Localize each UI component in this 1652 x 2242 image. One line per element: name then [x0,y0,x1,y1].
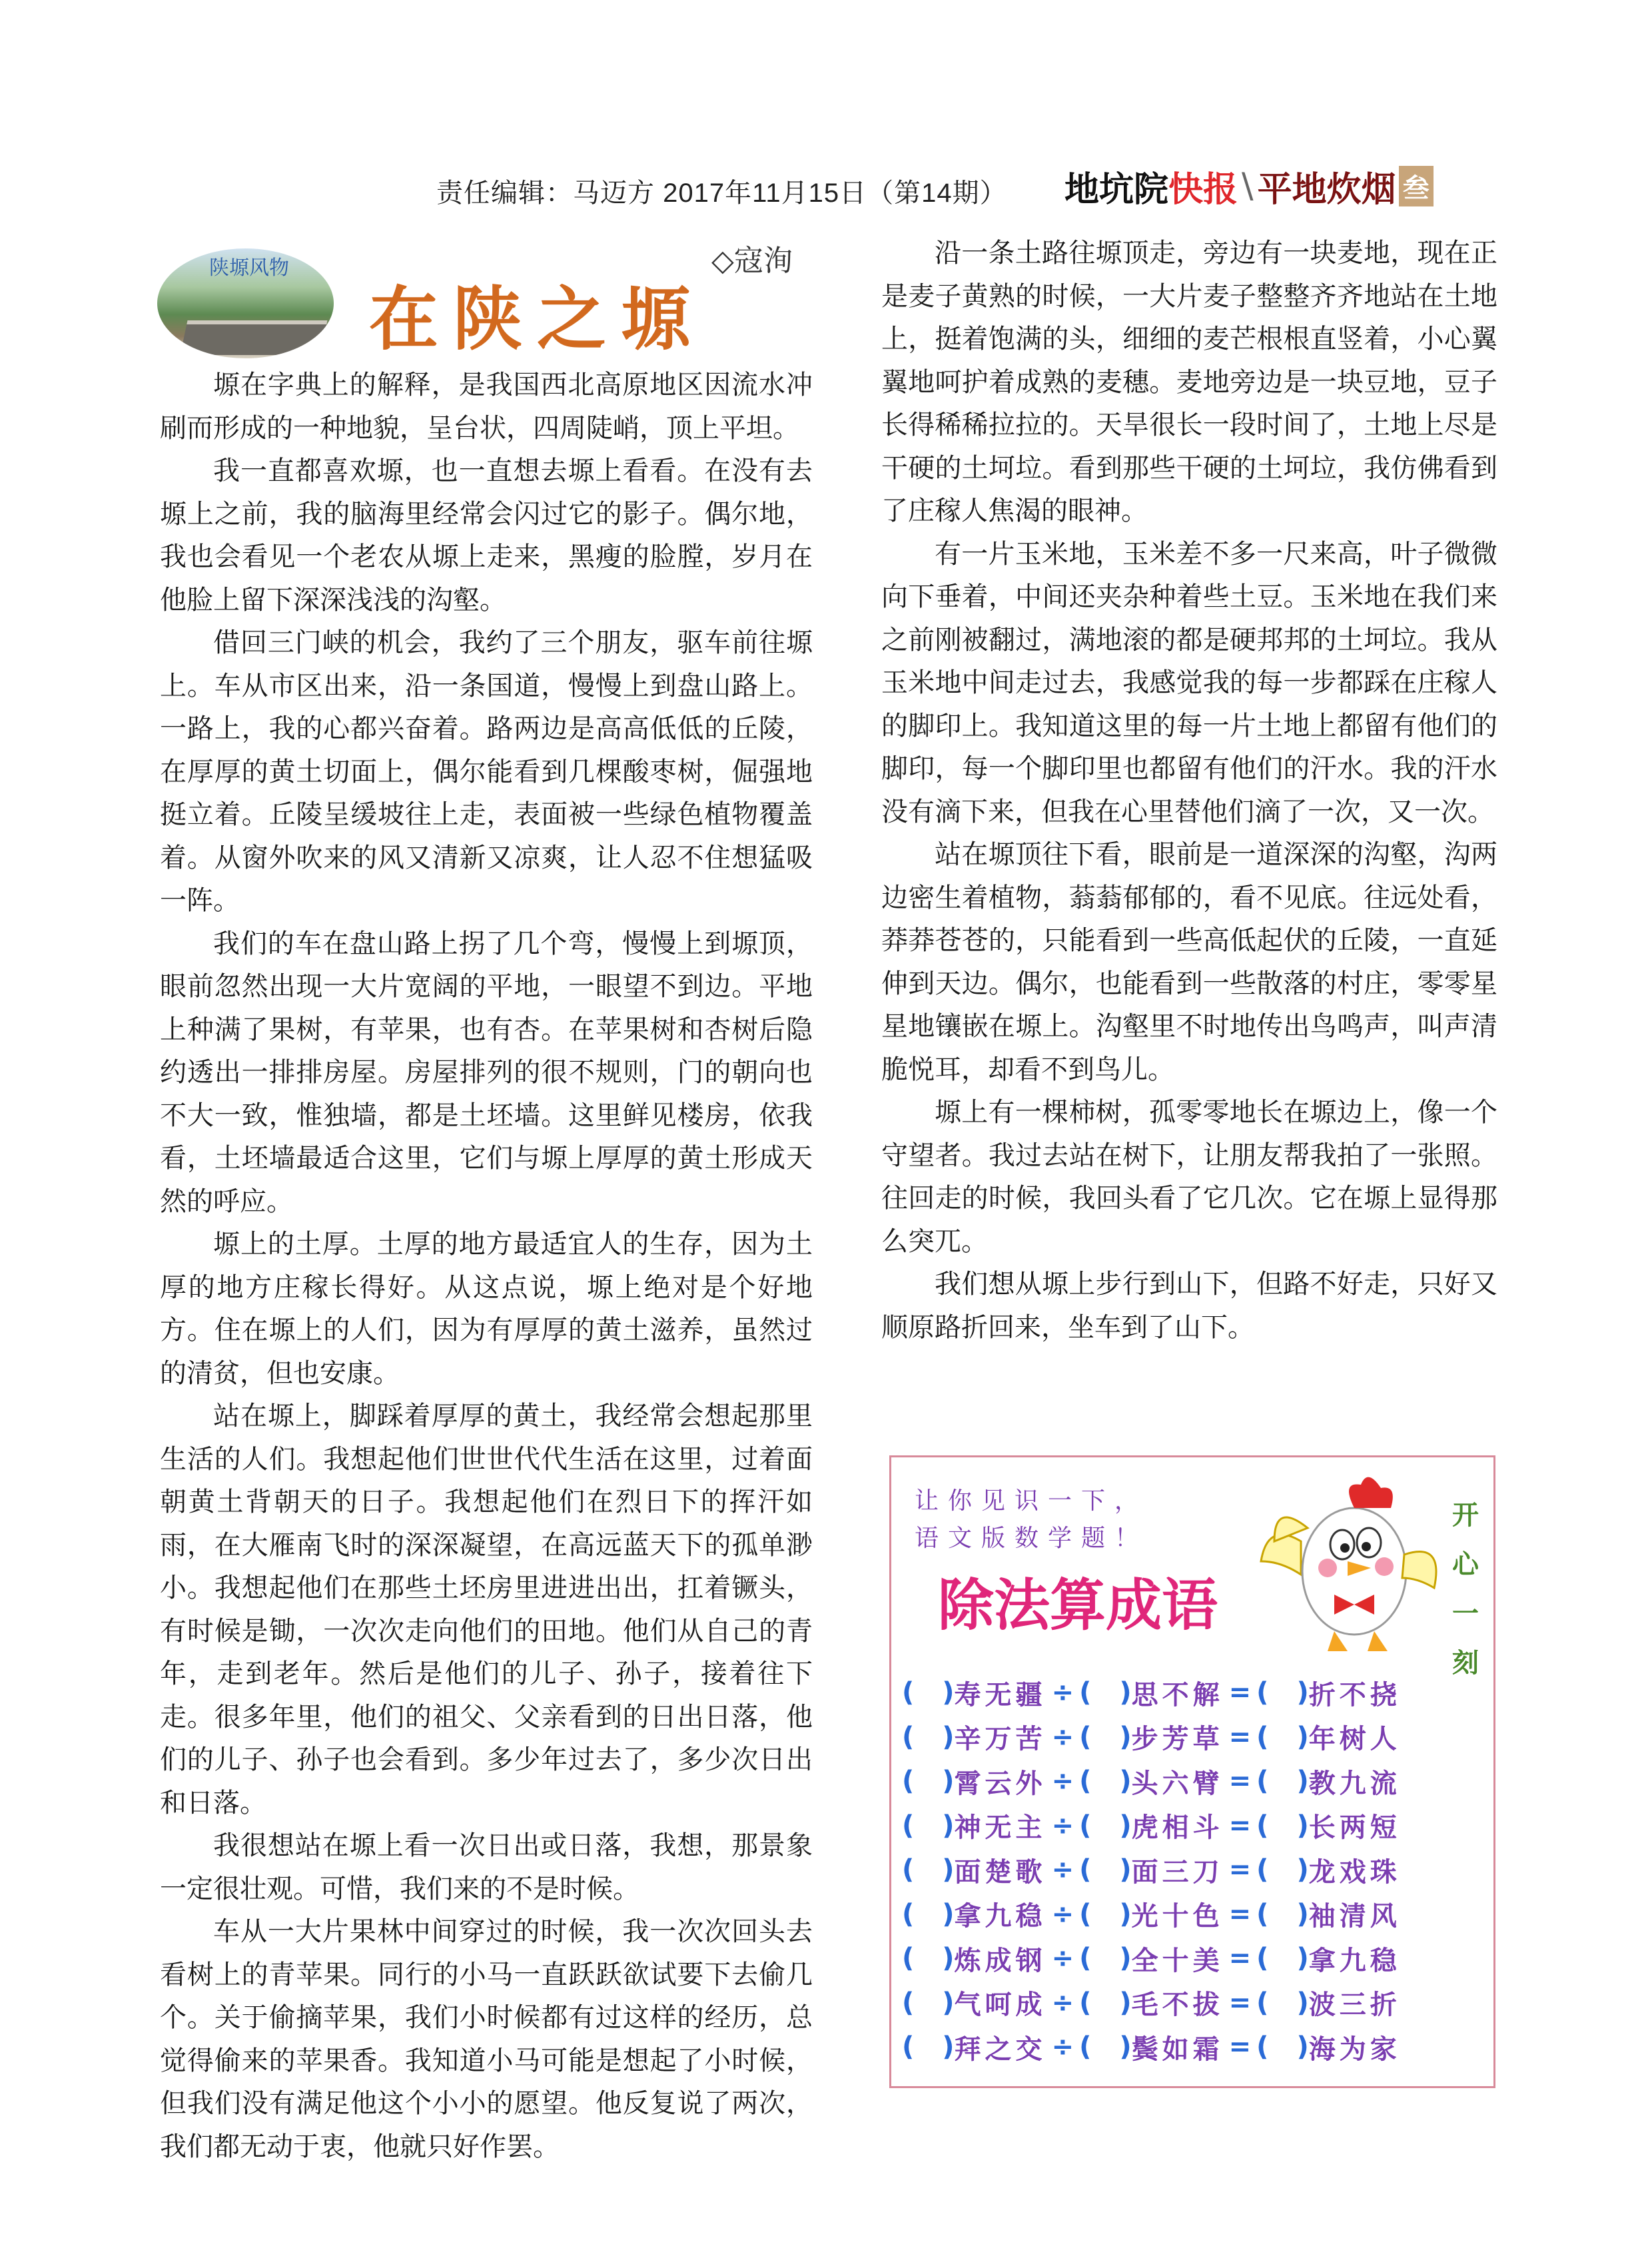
paren-close: ) [942,1854,955,1886]
equals-sign: = [1228,1677,1252,1708]
idiom-part-b: 毛不拔 [1131,1990,1224,2021]
paragraph: 有一片玉米地，玉米差不多一尺来高，叶子微微向下垂着，中间还夹杂种着些土豆。玉米地在我们来之前刚被翻过，满地滚的都是硬邦邦的土坷垃。我从玉米地中间走过去，我感觉我的每一步都踩在庄稼人的脚印上。我知道这里的每一片土地上都留有他们的脚印，每一个脚印里也都留有他们的汗水。我的汗水没有滴下来，但我在心里替他们滴了一次，又一次。 [881,538,1497,827]
equals-sign: = [1228,1721,1252,1752]
masthead-separator: \ [1242,166,1254,206]
idiom-part-c: 折不挠 [1308,1679,1401,1710]
side-char: 心 [1452,1549,1479,1580]
idiom-part-b: 头六臂 [1131,1768,1224,1799]
puzzle-side-label [1447,1491,1484,1688]
paren-close: ) [942,1898,955,1930]
paren-open: ( [1256,1854,1269,1886]
paren-close: ) [1119,2032,1132,2063]
equals-sign: = [1228,1987,1252,2018]
paragraph: 我很想站在塬上看一次日出或日落，我想，那景象一定很壮观。可惜，我们来的不是时候。 [160,1830,813,1904]
divide-sign: ÷ [1051,1677,1074,1708]
paren-open: ( [902,1721,915,1752]
idiom-part-b: 思不解 [1131,1679,1224,1710]
column-label: 陕塬风物 [209,256,289,280]
idiom-part-b: 步芳草 [1131,1724,1224,1755]
paren-close: ) [942,1987,955,2018]
paren-open: ( [1256,2032,1269,2063]
paren-close: ) [1296,1766,1309,1797]
paren-close: ) [1296,1987,1309,2018]
paren-close: ) [1296,1898,1309,1930]
masthead-kuaibao: 快报 [1168,169,1238,210]
idiom-part-c: 袖清风 [1308,1901,1401,1932]
photo-pit-shape [180,320,327,355]
equals-sign: = [1228,1898,1252,1930]
puzzle-row [902,1981,1488,2026]
paren-close: ) [1119,1810,1132,1841]
paren-close: ) [942,1810,955,1841]
paren-open: ( [902,1987,915,2018]
paren-close: ) [1119,1943,1132,1974]
idiom-part-c: 龙戏珠 [1308,1856,1401,1888]
paragraph: 车从一大片果林中间穿过的时候，我一次次回头去看树上的青苹果。同行的小马一直跃跃欲试要下去偷几个。关于偷摘苹果，我们小时候都有过这样的经历，总觉得偷来的苹果香。我知道小马可能是想起了小时候，但我们没有满足他这个小小的愿望。他反复说了两次，我们都无动于衷，他就只好作罢。 [160,1916,813,2162]
masthead-name: 地坑院 [1064,169,1169,210]
section-name: 平地炊烟 [1257,169,1396,210]
puzzle-intro: 让你见识一下， 语文版数学题！ [915,1487,1148,1552]
idiom-part-b: 光十色 [1131,1901,1224,1932]
puzzle-row [902,1848,1488,1892]
paren-open: ( [902,1810,915,1841]
idiom-part-c: 波三折 [1308,1990,1401,2021]
idiom-part-b: 全十美 [1131,1945,1224,1976]
paren-close: ) [1119,1677,1132,1708]
paren-close: ) [1119,1766,1132,1797]
puzzle-row [902,1936,1488,1981]
idiom-part-a: 拜之交 [954,2034,1046,2065]
paren-open: ( [1079,1677,1092,1708]
paren-open: ( [1256,1943,1269,1974]
puzzle-row [902,1759,1488,1804]
paren-open: ( [902,1943,915,1974]
paragraph: 塬在字典上的解释，是我国西北高原地区因流水冲刷而形成的一种地貌，呈台状，四周陡峭，顶上平坦。 [160,370,813,444]
page-number-badge: 叁 [1399,166,1434,206]
paren-close: ) [1119,1721,1132,1752]
paren-open: ( [1079,1810,1092,1841]
paren-open: ( [1079,2032,1092,2063]
paren-open: ( [1079,1987,1092,2018]
paragraph: 我们的车在盘山路上拐了几个弯，慢慢上到塬顶，眼前忽然出现一大片宽阔的平地，一眼望不到边。平地上种满了果树，有苹果，也有杏。在苹果树和杏树后隐约透出一排排房屋。房屋排列的很不规则，门的朝向也不大一致，惟独墙，都是土坯墙。这里鲜见楼房，依我看，土坯墙最适合这里，它们与塬上厚厚的黄土形成天然的呼应。 [160,928,813,1217]
divide-sign: ÷ [1051,1854,1074,1886]
paren-close: ) [942,2032,955,2063]
equals-sign: = [1228,2032,1252,2063]
puzzle-box [889,1455,1495,2088]
idiom-part-b: 面三刀 [1131,1856,1224,1888]
paren-open: ( [902,1766,915,1797]
paren-open: ( [1256,1810,1269,1841]
paren-close: ) [1296,1677,1309,1708]
paren-open: ( [902,1677,915,1708]
paren-close: ) [1119,1854,1132,1886]
puzzle-rows [902,1671,1488,2069]
idiom-part-c: 拿九稳 [1308,1945,1401,1976]
idiom-part-a: 拿九稳 [954,1901,1046,1932]
puzzle-row [902,1671,1488,1715]
paren-open: ( [1079,1721,1092,1752]
divide-sign: ÷ [1051,1898,1074,1930]
paren-close: ) [1296,1810,1309,1841]
paren-open: ( [902,1898,915,1930]
masthead [1064,165,1434,210]
equals-sign: = [1228,1943,1252,1974]
divide-sign: ÷ [1051,1721,1074,1752]
side-char: 开 [1452,1500,1479,1531]
idiom-part-c: 教九流 [1308,1768,1401,1799]
paren-open: ( [1256,1898,1269,1930]
idiom-part-a: 炼成钢 [954,1945,1046,1976]
paren-close: ) [1119,1898,1132,1930]
idiom-part-a: 寿无疆 [954,1679,1046,1710]
divide-sign: ÷ [1051,1810,1074,1841]
paren-open: ( [1256,1677,1269,1708]
puzzle-row [902,1715,1488,1760]
paragraph: 借回三门峡的机会，我约了三个朋友，驱车前往塬上。车从市区出来，沿一条国道，慢慢上到盘山路上。一路上，我的心都兴奋着。路两边是高高低低的丘陵，在厚厚的黄土切面上，偶尔能看到几棵酸枣树，倔强地挺立着。丘陵呈缓坡往上走，表面被一些绿色植物覆盖着。从窗外吹来的风又清新又凉爽，让人忍不住想猛吸一阵。 [160,627,813,916]
paragraph: 塬上有一棵柿树，孤零零地长在塬边上，像一个守望者。我过去站在树下，让朋友帮我拍了一张照。往回走的时候，我回头看了它几次。它在塬上显得那么突兀。 [881,1097,1497,1257]
rooster-mascot-icon [1254,1461,1447,1661]
paren-close: ) [1296,1854,1309,1886]
puzzle-row [902,2025,1488,2069]
divide-sign: ÷ [1051,2032,1074,2063]
article-column-right [881,232,1497,1349]
paren-open: ( [1079,1898,1092,1930]
issue-meta: 责任编辑：马迈方 2017年11月15日（第14期） [436,179,1007,208]
paren-close: ) [1296,1721,1309,1752]
side-char: 一 [1452,1599,1479,1629]
idiom-part-a: 气呵成 [954,1990,1046,2021]
paren-close: ) [942,1677,955,1708]
idiom-part-a: 面楚歌 [954,1856,1046,1888]
idiom-part-a: 辛万苦 [954,1724,1046,1755]
paren-close: ) [942,1766,955,1797]
paren-open: ( [1256,1766,1269,1797]
paragraph: 站在塬上，脚踩着厚厚的黄土，我经常会想起那里生活的人们。我想起他们世世代代生活在这里，过着面朝黄土背朝天的日子。我想起他们在烈日下的挥汗如雨，在大雁南飞时的深深凝望，在高远蓝天下的孤单渺小。我想起他们在那些土坯房里进进出出，扛着镢头，有时候是锄，一次次走向他们的田地。他们从自己的青年，走到老年。然后是他们的儿子、孙子，接着往下走。很多年里，他们的祖父、父亲看到的日出日落，他们的儿子、孙子也会看到。多少年过去了，多少次日出和日落。 [160,1401,813,1818]
idiom-part-b: 虎相斗 [1131,1812,1224,1844]
paragraph: 塬上的土厚。土厚的地方最适宜人的生存，因为土厚的地方庄稼长得好。从这点说，塬上绝对是个好地方。住在塬上的人们，因为有厚厚的黄土滋养，虽然过的清贫，但也安康。 [160,1229,813,1389]
divide-sign: ÷ [1051,1766,1074,1797]
divide-sign: ÷ [1051,1943,1074,1974]
article-title-block [157,236,823,363]
puzzle-row [902,1804,1488,1848]
idiom-part-a: 神无主 [954,1812,1046,1844]
paragraph: 站在塬顶往下看，眼前是一道深深的沟壑，沟两边密生着植物，蓊蓊郁郁的，看不见底。往远处看，莽莽苍苍的，只能看到一些高低起伏的丘陵，一直延伸到天边。偶尔，也能看到一些散落的村庄，零零星星地镶嵌在塬上。沟壑里不时地传出鸟鸣声，叫声清脆悦耳，却看不到鸟儿。 [881,839,1497,1085]
paren-open: ( [1079,1943,1092,1974]
idiom-part-a: 霄云外 [954,1768,1046,1799]
idiom-part-b: 鬓如霜 [1131,2034,1224,2065]
paragraph: 我们想从塬上步行到山下，但路不好走，只好又顺原路折回来，坐车到了山下。 [881,1269,1497,1343]
paren-close: ) [1296,1943,1309,1974]
paren-open: ( [1256,1721,1269,1752]
article-title: 在陕之塬 [369,278,705,360]
paren-open: ( [1079,1854,1092,1886]
equals-sign: = [1228,1854,1252,1886]
puzzle-title: 除法算成语 [938,1573,1218,1638]
paren-open: ( [1256,1987,1269,2018]
side-char: 刻 [1452,1648,1479,1679]
equals-sign: = [1228,1810,1252,1841]
paragraph: 沿一条土路往塬顶走，旁边有一块麦地，现在正是麦子黄熟的时候，一大片麦子整整齐齐地站在土地上，挺着饱满的头，细细的麦芒根根直竖着，小心翼翼地呵护着成熟的麦穗。麦地旁边是一块豆地，豆子长得稀稀拉拉的。天旱很长一段时间了，土地上尽是干硬的土坷垃。看到那些干硬的土坷垃，我仿佛看到了庄稼人焦渴的眼神。 [881,238,1497,526]
article-author: ◇寇洵 [711,244,793,278]
article-column-left [160,364,813,2168]
paren-open: ( [1079,1766,1092,1797]
paren-open: ( [902,2032,915,2063]
idiom-part-c: 海为家 [1308,2034,1401,2065]
idiom-part-c: 年树人 [1308,1724,1401,1755]
equals-sign: = [1228,1766,1252,1797]
paren-close: ) [1296,2032,1309,2063]
paren-close: ) [942,1943,955,1974]
paren-open: ( [902,1854,915,1886]
divide-sign: ÷ [1051,1987,1074,2018]
paren-close: ) [942,1721,955,1752]
paren-close: ) [1119,1987,1132,2018]
idiom-part-c: 长两短 [1308,1812,1401,1844]
puzzle-row [902,1892,1488,1937]
paragraph: 我一直都喜欢塬，也一直想去塬上看看。在没有去塬上之前，我的脑海里经常会闪过它的影子。偶尔地，我也会看见一个老农从塬上走来，黑瘦的脸膛，岁月在他脸上留下深深浅浅的沟壑。 [160,456,813,615]
